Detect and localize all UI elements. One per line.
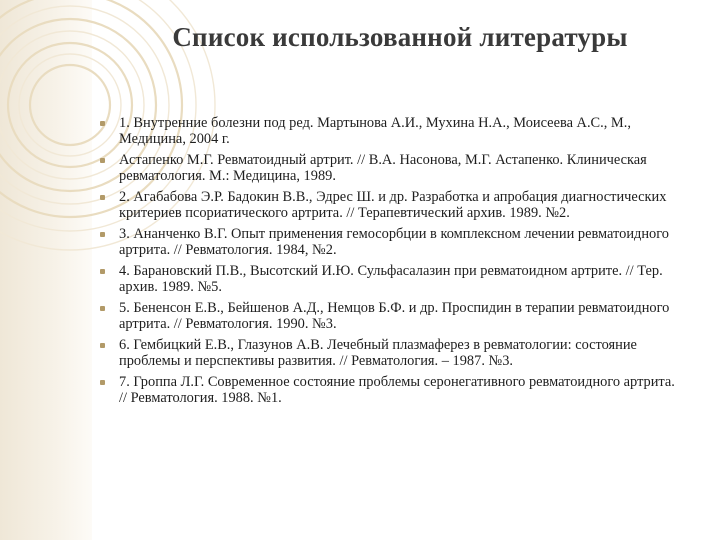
bullet-icon (100, 121, 105, 126)
reference-item (100, 190, 675, 221)
reference-text: 2. Агабабова Э.Р. Бадокин В.В., Эдрес Ш. и др. Разработка и апробация диагностических критериев псориатического артрита. // Терапевтический архив. 1989. №2. (119, 189, 667, 221)
reference-text: 4. Барановский П.В., Высотский И.Ю. Сульфасалазин при ревматоидном артрите. // Тер. архив. 1989. №5. (119, 263, 663, 295)
bullet-icon (100, 232, 105, 237)
reference-item (100, 227, 675, 258)
bullet-icon (100, 343, 105, 348)
reference-item (100, 153, 675, 184)
bullet-icon (100, 380, 105, 385)
bullet-icon (100, 306, 105, 311)
reference-item (100, 338, 675, 369)
reference-item (100, 375, 675, 406)
reference-item (100, 301, 675, 332)
reference-text: 5. Бененсон Е.В., Бейшенов А.Д., Немцов Б.Ф. и др. Проспидин в терапии ревматоидного артрита. // Ревматология. 1990. №3. (119, 300, 670, 332)
reference-text: Астапенко М.Г. Ревматоидный артрит. // В.А. Насонова, М.Г. Астапенко. Клиническая ревматология. М.: Медицина, 1989. (119, 152, 647, 184)
reference-text: 6. Гембицкий Е.В., Глазунов А.В. Лечебный плазмаферез в ревматологии: состояние проблемы и перспективы развития. // Ревматология. – 1987. №3. (119, 337, 637, 369)
reference-item (100, 264, 675, 295)
left-decorative-band (0, 0, 92, 540)
bullet-icon (100, 158, 105, 163)
bullet-icon (100, 269, 105, 274)
reference-text: 3. Ананченко В.Г. Опыт применения гемосорбции в комплексном лечении ревматоидного артрита. // Ревматология. 1984, №2. (119, 226, 669, 258)
reference-text: 1. Внутренние болезни под ред. Мартынова А.И., Мухина Н.А., Моисеева А.С., М., Медицина, 2004 г. (119, 115, 631, 147)
reference-text: 7. Гроппа Л.Г. Современное состояние проблемы серонегативного ревматоидного артрита. // Ревматология. 1988. №1. (119, 374, 675, 406)
reference-item (100, 116, 675, 147)
bullet-icon (100, 195, 105, 200)
slide-title: Список использованной литературы (172, 22, 628, 52)
reference-list (100, 116, 675, 412)
